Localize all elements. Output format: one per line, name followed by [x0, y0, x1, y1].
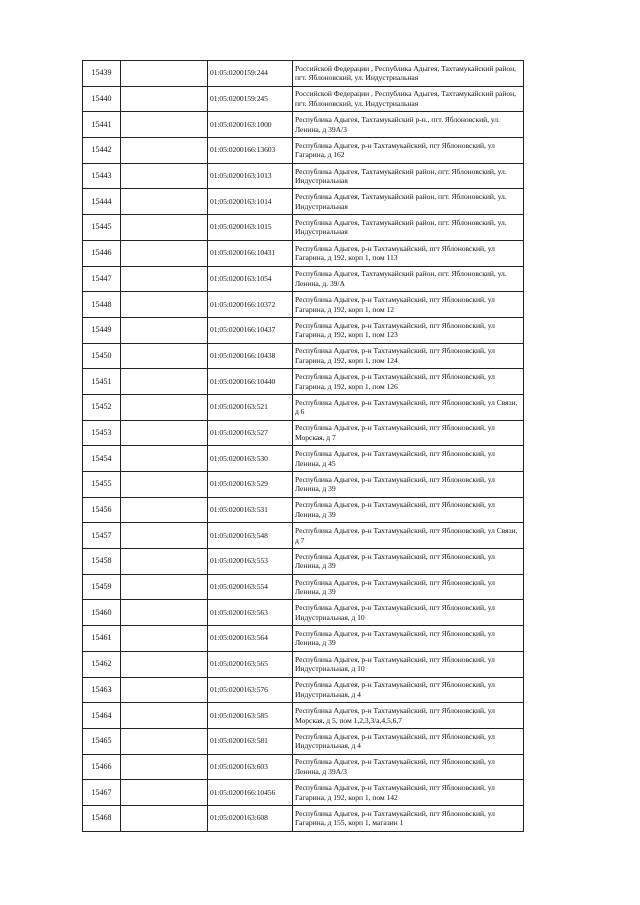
address-cell: Республика Адыгея, р-н Тахтамукайский, пгт Яблоновский, ул Связи, д 7 [293, 523, 524, 549]
cadastral-number-cell: 01:05:0200163:548 [208, 523, 293, 549]
table-row [83, 266, 524, 292]
cadastral-number-cell: 01:05:0200163:521 [208, 394, 293, 420]
empty-cell [121, 651, 208, 677]
table-row [83, 677, 524, 703]
row-number-cell: 15446 [83, 240, 121, 266]
cadastral-number-cell: 01:05:0200163:529 [208, 472, 293, 498]
table-row [83, 754, 524, 780]
address-cell: Республика Адыгея, р-н Тахтамукайский, пгт Яблоновский, ул Ленина, д 39 [293, 497, 524, 523]
registry-table-body [83, 61, 524, 832]
address-cell: Республика Адыгея, р-н Тахтамукайский, пгт Яблоновский, ул Гагарина, д 155, корп 1, магазин 1 [293, 805, 524, 831]
table-row [83, 626, 524, 652]
row-number-cell: 15460 [83, 600, 121, 626]
cadastral-number-cell: 01:05:0200166:10438 [208, 343, 293, 369]
address-cell: Республика Адыгея, р-н Тахтамукайский, пгт Яблоновский, ул Гагарина, д 192, корп 1, пом 113 [293, 240, 524, 266]
table-row [83, 394, 524, 420]
empty-cell [121, 446, 208, 472]
table-row [83, 446, 524, 472]
address-cell: Республика Адыгея, Тахтамукайский район, пгт. Яблоновский, ул. Ленина, д. 39/А [293, 266, 524, 292]
row-number-cell: 15448 [83, 292, 121, 318]
row-number-cell: 15462 [83, 651, 121, 677]
table-row [83, 86, 524, 112]
empty-cell [121, 805, 208, 831]
table-row [83, 600, 524, 626]
empty-cell [121, 677, 208, 703]
row-number-cell: 15447 [83, 266, 121, 292]
row-number-cell: 15465 [83, 728, 121, 754]
table-row [83, 523, 524, 549]
table-row [83, 189, 524, 215]
address-cell: Республика Адыгея, р-н Тахтамукайский, пгт Яблоновский, ул Ленина, д 39 [293, 472, 524, 498]
address-cell: Республика Адыгея, р-н Тахтамукайский, пгт Яблоновский, ул Ленина, д 39 [293, 626, 524, 652]
empty-cell [121, 189, 208, 215]
address-cell: Республика Адыгея, Тахтамукайский район, пгт. Яблоновский, ул. Индустриальная [293, 163, 524, 189]
empty-cell [121, 86, 208, 112]
address-cell: Республика Адыгея, р-н Тахтамукайский, пгт Яблоновский, ул Ленина, д 45 [293, 446, 524, 472]
address-cell: Республика Адыгея, р-н Тахтамукайский, пгт Яблоновский, ул Морская, д 7 [293, 420, 524, 446]
cadastral-number-cell: 01:05:0200163:608 [208, 805, 293, 831]
address-cell: Республика Адыгея, р-н Тахтамукайский, пгт Яблоновский, ул Ленина, д 39А/3 [293, 754, 524, 780]
table-row [83, 574, 524, 600]
empty-cell [121, 240, 208, 266]
cadastral-number-cell: 01:05:0200166:10431 [208, 240, 293, 266]
address-cell: Республика Адыгея, Тахтамукайский район, пгт. Яблоновский, ул. Индустриальная [293, 215, 524, 241]
table-row [83, 472, 524, 498]
cadastral-number-cell: 01:05:0200166:10437 [208, 317, 293, 343]
row-number-cell: 15449 [83, 317, 121, 343]
cadastral-number-cell: 01:05:0200163:531 [208, 497, 293, 523]
empty-cell [121, 215, 208, 241]
row-number-cell: 15442 [83, 138, 121, 164]
cadastral-number-cell: 01:05:0200163:553 [208, 549, 293, 575]
cadastral-number-cell: 01:05:0200159:245 [208, 86, 293, 112]
address-cell: Республика Адыгея, р-н Тахтамукайский, пгт Яблоновский, ул Гагарина, д 192, корп 1, пом 123 [293, 317, 524, 343]
registry-table [82, 60, 524, 832]
cadastral-number-cell: 01:05:0200163:1014 [208, 189, 293, 215]
row-number-cell: 15440 [83, 86, 121, 112]
address-cell: Республика Адыгея, р-н Тахтамукайский, пгт Яблоновский, ул Индустриальная, д 10 [293, 651, 524, 677]
cadastral-number-cell: 01:05:0200163:1000 [208, 112, 293, 138]
table-row [83, 703, 524, 729]
empty-cell [121, 163, 208, 189]
table-row [83, 292, 524, 318]
table-row [83, 61, 524, 87]
row-number-cell: 15443 [83, 163, 121, 189]
cadastral-number-cell: 01:05:0200163:603 [208, 754, 293, 780]
cadastral-number-cell: 01:05:0200163:527 [208, 420, 293, 446]
row-number-cell: 15450 [83, 343, 121, 369]
row-number-cell: 15444 [83, 189, 121, 215]
table-row [83, 112, 524, 138]
address-cell: Российской Федерации , Республика Адыгея, Тахтамукайский район, пгт. Яблоновский, ул. Индустриальная [293, 61, 524, 87]
address-cell: Республика Адыгея, р-н Тахтамукайский, пгт Яблоновский, ул Гагарина, д 192, корп 1, пом 124 [293, 343, 524, 369]
empty-cell [121, 292, 208, 318]
row-number-cell: 15453 [83, 420, 121, 446]
empty-cell [121, 574, 208, 600]
empty-cell [121, 728, 208, 754]
empty-cell [121, 266, 208, 292]
empty-cell [121, 549, 208, 575]
address-cell: Республика Адыгея, р-н Тахтамукайский, пгт Яблоновский, ул Индустриальная, д 4 [293, 677, 524, 703]
table-row [83, 651, 524, 677]
table-row [83, 549, 524, 575]
row-number-cell: 15461 [83, 626, 121, 652]
address-cell: Республика Адыгея, р-н Тахтамукайский, пгт Яблоновский, ул Морская, д 5, пом 1,2,3,3/а,4,5,6,7 [293, 703, 524, 729]
address-cell: Республика Адыгея, Тахтамукайский район, пгт. Яблоновский, ул. Индустриальная [293, 189, 524, 215]
table-row [83, 163, 524, 189]
address-cell: Республика Адыгея, р-н Тахтамукайский, пгт Яблоновский, ул Связи, д 6 [293, 394, 524, 420]
cadastral-number-cell: 01:05:0200163:1015 [208, 215, 293, 241]
table-row [83, 780, 524, 806]
cadastral-number-cell: 01:05:0200166:10440 [208, 369, 293, 395]
table-row [83, 317, 524, 343]
cadastral-number-cell: 01:05:0200163:1013 [208, 163, 293, 189]
address-cell: Республика Адыгея, р-н Тахтамукайский, пгт Яблоновский, ул Гагарина, д 192, корп 1, пом 12 [293, 292, 524, 318]
row-number-cell: 15455 [83, 472, 121, 498]
address-cell: Республика Адыгея, р-н Тахтамукайский, пгт Яблоновский, ул Гагарина, д 192, корп 1, пом 126 [293, 369, 524, 395]
table-row [83, 343, 524, 369]
row-number-cell: 15466 [83, 754, 121, 780]
cadastral-number-cell: 01:05:0200163:581 [208, 728, 293, 754]
empty-cell [121, 600, 208, 626]
cadastral-number-cell: 01:05:0200163:585 [208, 703, 293, 729]
empty-cell [121, 343, 208, 369]
cadastral-number-cell: 01:05:0200163:554 [208, 574, 293, 600]
cadastral-number-cell: 01:05:0200166:10372 [208, 292, 293, 318]
row-number-cell: 15445 [83, 215, 121, 241]
table-row [83, 497, 524, 523]
row-number-cell: 15454 [83, 446, 121, 472]
cadastral-number-cell: 01:05:0200163:576 [208, 677, 293, 703]
table-row [83, 728, 524, 754]
row-number-cell: 15458 [83, 549, 121, 575]
empty-cell [121, 523, 208, 549]
address-cell: Республика Адыгея, Тахтамукайский р-н., пгт. Яблоновский, ул. Ленина, д 39А/3 [293, 112, 524, 138]
empty-cell [121, 420, 208, 446]
cadastral-number-cell: 01:05:0200159:244 [208, 61, 293, 87]
table-row [83, 369, 524, 395]
cadastral-number-cell: 01:05:0200163:565 [208, 651, 293, 677]
address-cell: Российской Федерации , Республика Адыгея, Тахтамукайский район, пгт. Яблоновский, ул. Индустриальная [293, 86, 524, 112]
cadastral-number-cell: 01:05:0200163:1054 [208, 266, 293, 292]
empty-cell [121, 369, 208, 395]
address-cell: Республика Адыгея, р-н Тахтамукайский, пгт Яблоновский, ул Гагарина, д 192, корп 1, пом 142 [293, 780, 524, 806]
row-number-cell: 15463 [83, 677, 121, 703]
row-number-cell: 15464 [83, 703, 121, 729]
row-number-cell: 15456 [83, 497, 121, 523]
table-row [83, 420, 524, 446]
cadastral-number-cell: 01:05:0200166:10456 [208, 780, 293, 806]
empty-cell [121, 626, 208, 652]
cadastral-number-cell: 01:05:0200163:564 [208, 626, 293, 652]
address-cell: Республика Адыгея, р-н Тахтамукайский, пгт Яблоновский, ул Гагарина, д 162 [293, 138, 524, 164]
row-number-cell: 15457 [83, 523, 121, 549]
table-row [83, 138, 524, 164]
address-cell: Республика Адыгея, р-н Тахтамукайский, пгт Яблоновский, ул Индустриальная, д 10 [293, 600, 524, 626]
row-number-cell: 15452 [83, 394, 121, 420]
row-number-cell: 15467 [83, 780, 121, 806]
row-number-cell: 15439 [83, 61, 121, 87]
row-number-cell: 15468 [83, 805, 121, 831]
cadastral-number-cell: 01:05:0200166:13603 [208, 138, 293, 164]
address-cell: Республика Адыгея, р-н Тахтамукайский, пгт Яблоновский, ул Ленина, д 39 [293, 549, 524, 575]
empty-cell [121, 472, 208, 498]
cadastral-number-cell: 01:05:0200163:563 [208, 600, 293, 626]
empty-cell [121, 394, 208, 420]
empty-cell [121, 138, 208, 164]
empty-cell [121, 703, 208, 729]
empty-cell [121, 780, 208, 806]
address-cell: Республика Адыгея, р-н Тахтамукайский, пгт Яблоновский, ул Ленина, д 39 [293, 574, 524, 600]
empty-cell [121, 61, 208, 87]
row-number-cell: 15459 [83, 574, 121, 600]
row-number-cell: 15451 [83, 369, 121, 395]
empty-cell [121, 754, 208, 780]
table-row [83, 240, 524, 266]
empty-cell [121, 497, 208, 523]
row-number-cell: 15441 [83, 112, 121, 138]
empty-cell [121, 112, 208, 138]
table-row [83, 805, 524, 831]
address-cell: Республика Адыгея, р-н Тахтамукайский, пгт Яблоновский, ул Индустриальная, д 4 [293, 728, 524, 754]
empty-cell [121, 317, 208, 343]
cadastral-number-cell: 01:05:0200163:530 [208, 446, 293, 472]
table-row [83, 215, 524, 241]
